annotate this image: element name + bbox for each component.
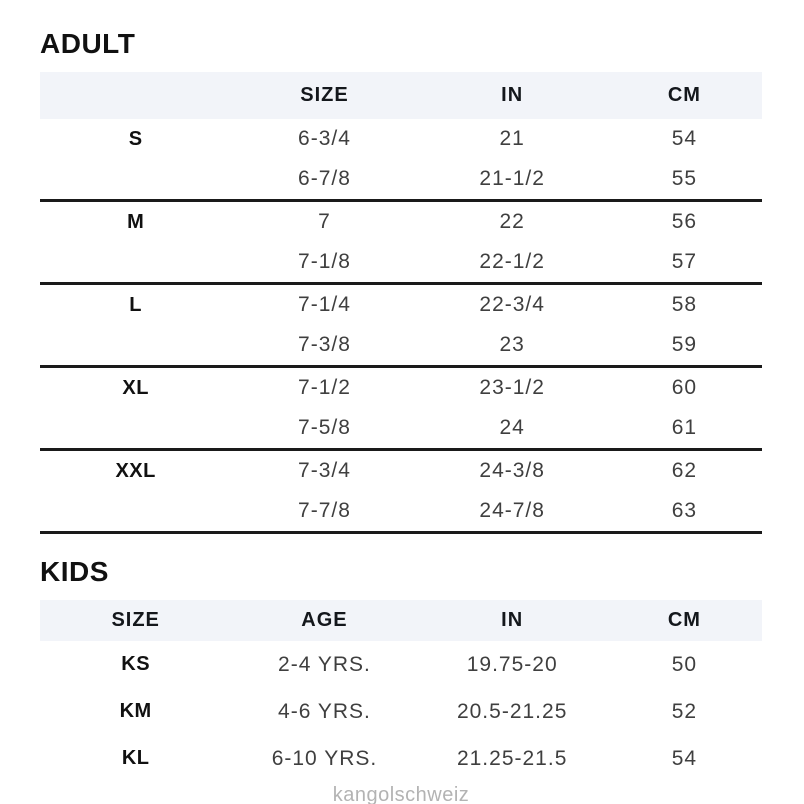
cell-cm: 54 [671,127,698,150]
cell-in: 23-1/2 [479,376,545,399]
table-row [40,201,762,243]
table-row [40,159,762,201]
cell-size: 7-3/4 [298,459,351,482]
row-label-kl: KL [121,747,150,769]
kids-header-cm: CM [607,600,762,641]
row-label-blank [40,159,231,201]
table-row [40,688,762,735]
table-row [40,119,762,159]
cell-cm: 55 [671,167,698,190]
cell-size: 7-7/8 [298,499,351,522]
cell-in: 20.5-21.25 [456,699,568,723]
watermark-text: kangolschweiz [332,784,470,804]
cell-cm: 57 [671,250,698,273]
row-label-blank [40,242,231,284]
kids-header-age: AGE [231,600,417,641]
cell-cm: 58 [671,293,698,316]
cell-cm: 50 [671,652,698,676]
adult-header-blank [40,72,231,119]
cell-in: 24-7/8 [479,499,545,522]
adult-section-title: ADULT [40,28,136,59]
cell-size: 7-1/8 [298,250,351,273]
cell-in: 21.25-21.5 [456,746,568,770]
cell-in: 19.75-20 [466,652,558,676]
cell-in: 21-1/2 [479,167,545,190]
adult-size-table [40,72,762,534]
adult-header-in: IN [418,72,607,119]
cell-cm: 62 [671,459,698,482]
row-label-blank [40,408,231,450]
cell-size: 6-3/4 [298,127,351,150]
cell-in: 21 [499,127,525,150]
cell-in: 24-3/8 [479,459,545,482]
adult-group-s [40,119,762,201]
cell-cm: 63 [671,499,698,522]
cell-size: 7-3/8 [298,333,351,356]
cell-cm: 56 [671,210,698,233]
adult-group-m [40,201,762,284]
row-label-blank [40,325,231,367]
row-label-blank [40,491,231,533]
row-label-xl: XL [122,376,149,399]
cell-cm: 59 [671,333,698,356]
table-row [40,242,762,284]
cell-in: 23 [499,333,525,356]
table-row [40,284,762,326]
table-row [40,325,762,367]
row-label-ks: KS [121,653,151,675]
kids-size-table [40,600,762,782]
table-row [40,735,762,782]
cell-size: 7-1/2 [298,376,351,399]
adult-header-row [40,72,762,119]
adult-header-cm: CM [607,72,762,119]
cell-in: 22-1/2 [479,250,545,273]
cell-size: 7-1/4 [298,293,351,316]
kids-section-title: KIDS [40,556,109,587]
table-row [40,367,762,409]
kids-header-size: SIZE [40,600,231,641]
adult-group-xl [40,367,762,450]
cell-cm: 60 [671,376,698,399]
table-row [40,641,762,688]
row-label-km: KM [119,700,152,722]
cell-age: 6-10 YRS. [271,746,378,770]
table-row [40,491,762,533]
table-row [40,450,762,492]
kids-header-in: IN [418,600,607,641]
row-label-l: L [129,293,143,316]
adult-header-size: SIZE [231,72,417,119]
cell-cm: 54 [671,746,698,770]
cell-age: 4-6 YRS. [278,699,371,723]
cell-cm: 52 [671,699,698,723]
size-chart-content [40,0,762,804]
cell-in: 24 [499,416,525,439]
cell-cm: 61 [671,416,698,439]
cell-age: 2-4 YRS. [278,652,371,676]
kids-header-row [40,600,762,641]
cell-size: 7-5/8 [298,416,351,439]
cell-in: 22-3/4 [479,293,545,316]
table-row [40,408,762,450]
adult-group-l [40,284,762,367]
row-label-s: S [128,127,143,150]
adult-group-xxl [40,450,762,533]
row-label-xxl: XXL [115,459,156,482]
cell-size: 6-7/8 [298,167,351,190]
cell-in: 22 [499,210,525,233]
cell-size: 7 [318,210,331,233]
row-label-m: M [127,210,145,233]
